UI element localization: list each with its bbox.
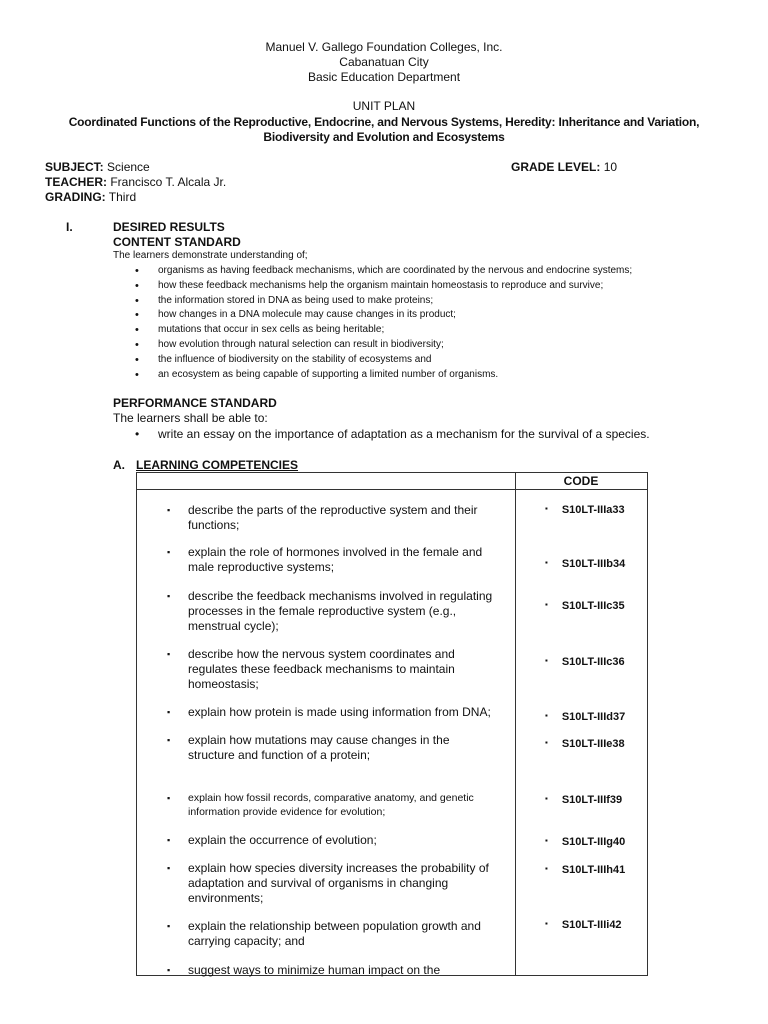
square-bullet-icon: ▪: [545, 836, 548, 845]
competency-code-text: S10LT-IIIa33: [561, 504, 625, 516]
teacher-label: TEACHER:: [45, 175, 107, 189]
content-standard-item: • organisms as having feedback mechanisms, which are coordinated by the nervous and endocrine systems;: [113, 264, 632, 279]
competency-item: [167, 919, 497, 949]
code-column-header: CODE: [563, 474, 599, 488]
grading-value: Third: [108, 190, 137, 204]
plan-title: Coordinated Functions of the Reproductive, Endocrine, and Nervous Systems, Heredity: Inheritance and Variation, Biodiversity and Evolution and Ecosystems: [68, 115, 700, 144]
content-standard-item: • mutations that occur in sex cells as being heritable;: [113, 323, 632, 338]
competency-text: explain how protein is made using information from DNA;: [188, 705, 491, 719]
competency-text: explain the role of hormones involved in the female and male reproductive systems;: [188, 545, 483, 574]
competency-code: [545, 655, 625, 670]
square-bullet-icon: ▪: [167, 707, 171, 717]
content-standard-item: • how evolution through natural selection can result in biodiversity;: [113, 338, 632, 353]
section-number: I.: [66, 220, 73, 234]
square-bullet-icon: ▪: [545, 504, 548, 513]
competency-code: [545, 503, 625, 518]
competency-text: explain how mutations may cause changes in the structure and function of a protein;: [188, 733, 450, 762]
square-bullet-icon: ▪: [545, 738, 548, 747]
square-bullet-icon: ▪: [545, 558, 548, 567]
competency-code-text: S10LT-IIIi42: [561, 919, 622, 931]
competency-code-text: S10LT-IIIg40: [561, 836, 626, 848]
competency-text: describe the feedback mechanisms involved in regulating processes in the female reproductive system (e.g., menstrual cycle);: [188, 589, 493, 633]
teacher-value: Francisco T. Alcala Jr.: [110, 175, 227, 189]
competency-item: [167, 963, 497, 978]
competency-text: explain how fossil records, comparative anatomy, and genetic information provide evidence for evolution;: [188, 792, 474, 818]
square-bullet-icon: ▪: [167, 793, 171, 803]
performance-standard-intro: The learners shall be able to:: [113, 411, 268, 425]
competency-item: [167, 733, 497, 763]
competencies-letter: A.: [113, 458, 125, 472]
subject-line: [45, 160, 150, 175]
square-bullet-icon: ▪: [167, 547, 171, 557]
competencies-heading-text: LEARNING COMPETENCIES: [136, 458, 299, 472]
square-bullet-icon: ▪: [167, 649, 171, 659]
square-bullet-icon: ▪: [545, 656, 548, 665]
square-bullet-icon: ▪: [545, 794, 548, 803]
competencies-heading: [136, 458, 298, 472]
competency-text: describe how the nervous system coordinates and regulates these feedback mechanisms to maintain homeostasis;: [188, 647, 455, 691]
competency-text: suggest ways to minimize human impact on the: [188, 963, 441, 977]
content-standard-intro: The learners demonstrate understanding of;: [113, 250, 308, 261]
competency-code-text: S10LT-IIIe38: [561, 738, 625, 750]
grading-line: [45, 190, 136, 205]
square-bullet-icon: ▪: [167, 863, 171, 873]
competency-code-text: S10LT-IIIf39: [561, 794, 623, 806]
content-standard-item: • how these feedback mechanisms help the organism maintain homeostasis to reproduce and survive;: [113, 279, 632, 294]
competency-code: [545, 557, 625, 572]
competency-code: [545, 863, 625, 878]
competency-code: [545, 710, 625, 725]
content-standard-item: • an ecosystem as being capable of supporting a limited number of organisms.: [113, 368, 632, 383]
teacher-line: [45, 175, 226, 190]
competency-text: explain the relationship between population growth and carrying capacity; and: [188, 919, 481, 948]
competency-text: describe the parts of the reproductive system and their functions;: [188, 503, 478, 532]
competency-code: [545, 918, 622, 933]
column-divider: [515, 473, 516, 975]
competency-code-text: S10LT-IIIb34: [561, 558, 626, 570]
grade-level-line: [511, 160, 617, 174]
performance-standard-list: [113, 427, 650, 442]
content-standard-item: • how changes in a DNA molecule may cause changes in its product;: [113, 308, 632, 323]
competency-text: explain the occurrence of evolution;: [188, 833, 377, 847]
unit-plan-label: UNIT PLAN: [352, 99, 416, 113]
square-bullet-icon: ▪: [167, 835, 171, 845]
competency-item: [167, 647, 497, 692]
content-standard-item: • the information stored in DNA as being used to make proteins;: [113, 294, 632, 309]
square-bullet-icon: ▪: [167, 965, 171, 975]
performance-standard-heading: PERFORMANCE STANDARD: [113, 396, 277, 410]
competencies-table: [136, 472, 648, 976]
competency-item: [167, 833, 497, 848]
competency-item: [167, 861, 497, 906]
subject-label: SUBJECT:: [45, 160, 104, 174]
square-bullet-icon: ▪: [545, 919, 548, 928]
competency-code: [545, 793, 622, 808]
competency-code-text: S10LT-IIId37: [561, 711, 626, 723]
square-bullet-icon: ▪: [167, 921, 171, 931]
school-city: Cabanatuan City: [339, 55, 429, 69]
competency-item: [167, 503, 497, 533]
school-name: Manuel V. Gallego Foundation Colleges, Inc.: [265, 40, 503, 54]
content-standard-list: [113, 264, 632, 382]
performance-standard-item: • write an essay on the importance of adaptation as a mechanism for the survival of a species.: [113, 427, 650, 442]
competency-code-text: S10LT-IIIc36: [561, 656, 625, 668]
school-department: Basic Education Department: [307, 70, 461, 84]
competency-code: [545, 599, 625, 614]
grading-label: GRADING:: [45, 190, 106, 204]
competency-code-text: S10LT-IIIh41: [561, 864, 626, 876]
square-bullet-icon: ▪: [545, 600, 548, 609]
competency-code: [545, 835, 625, 850]
grade-level-label: GRADE LEVEL:: [511, 160, 601, 174]
competency-item: [167, 589, 497, 634]
square-bullet-icon: ▪: [167, 505, 171, 515]
school-header: [0, 40, 768, 85]
competency-code-text: S10LT-IIIc35: [561, 600, 625, 612]
square-bullet-icon: ▪: [545, 711, 548, 720]
square-bullet-icon: ▪: [545, 864, 548, 873]
competency-item: [167, 705, 497, 720]
square-bullet-icon: ▪: [167, 735, 171, 745]
section-title: DESIRED RESULTS: [113, 220, 225, 234]
content-standard-heading: CONTENT STANDARD: [113, 235, 241, 249]
competency-code: [545, 737, 625, 752]
competency-item: [167, 545, 497, 575]
subject-value: Science: [107, 160, 150, 174]
competency-text: explain how species diversity increases the probability of adaptation and survival of organisms in changing environments;: [188, 861, 489, 905]
content-standard-item: • the influence of biodiversity on the stability of ecosystems and: [113, 353, 632, 368]
competency-item: [167, 791, 497, 819]
square-bullet-icon: ▪: [167, 591, 171, 601]
grade-level-value: 10: [603, 160, 618, 174]
